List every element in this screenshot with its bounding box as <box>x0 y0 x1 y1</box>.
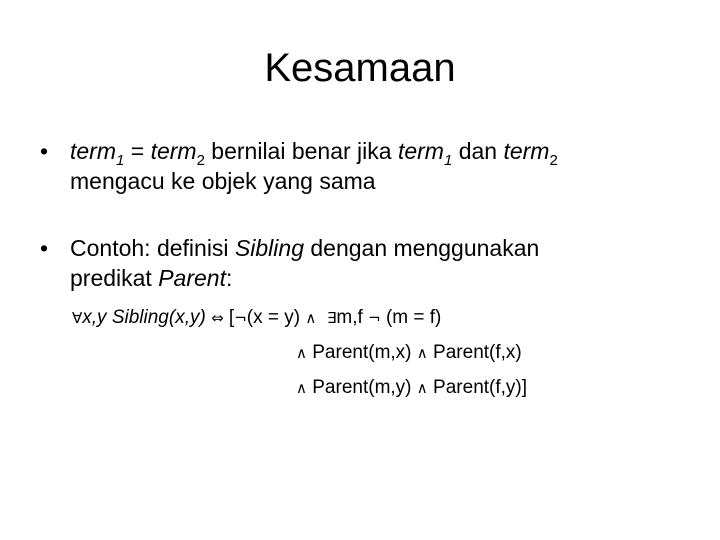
and-symbol: ∧ <box>305 309 317 327</box>
bullet-text-mid: bernilai benar jika <box>204 138 398 164</box>
formula-vars: x,y Sibling(x,y) <box>82 307 206 328</box>
term-subscript: 2 <box>196 152 205 169</box>
and-symbol: ∧ <box>416 344 428 362</box>
term-word: term <box>397 138 444 164</box>
forall-symbol: ∀ <box>72 309 83 327</box>
formula-text: [ <box>223 307 235 328</box>
bullet-marker: • <box>40 138 49 164</box>
formula-text: (m = f) <box>380 307 442 328</box>
term-subscript: 1 <box>443 152 453 169</box>
bullet-text-mid: dengan menggunakan <box>303 235 540 261</box>
term-word: term <box>503 138 550 164</box>
bullet-text <box>70 233 690 293</box>
term-subscript: 2 <box>549 152 558 169</box>
bullet-text-pre: Contoh: definisi <box>70 235 235 261</box>
term-word: term <box>70 138 116 164</box>
formula-line-2 <box>296 341 522 365</box>
bullet-term-equality <box>40 136 690 196</box>
formula-text: m,f <box>336 307 369 328</box>
formula-text: Parent(f,y)] <box>427 377 528 398</box>
not-symbol: ¬ <box>368 309 381 327</box>
and-symbol: ∧ <box>296 344 307 362</box>
formula-line-1 <box>72 306 441 330</box>
formula-text: Parent(m,y) <box>306 377 417 398</box>
sibling-word: Sibling <box>234 235 304 261</box>
iff-symbol: ⇔ <box>211 309 224 327</box>
equals-text: = <box>124 138 151 164</box>
and-symbol: ∧ <box>296 379 307 397</box>
term-subscript: 1 <box>116 152 125 169</box>
formula-text: Parent(m,x) <box>306 342 417 363</box>
formula-line-3 <box>296 376 527 400</box>
bullet-text-line2: predikat <box>70 265 159 291</box>
exists-symbol: ∃ <box>326 309 337 327</box>
slide-title: Kesamaan <box>264 46 456 90</box>
bullet-text <box>70 136 690 196</box>
not-symbol: ¬ <box>234 309 247 327</box>
colon-text: : <box>225 265 233 291</box>
bullet-example <box>40 233 690 293</box>
formula-text: (x = y) <box>246 307 306 328</box>
term-word: term <box>150 138 197 164</box>
and-symbol: ∧ <box>416 379 428 397</box>
bullet-marker: • <box>40 235 49 261</box>
formula-text: Parent(f,x) <box>427 342 522 363</box>
bullet-text-line2: mengacu ke objek yang sama <box>70 168 376 194</box>
conjunction-text: dan <box>452 138 504 164</box>
parent-word: Parent <box>158 265 226 291</box>
